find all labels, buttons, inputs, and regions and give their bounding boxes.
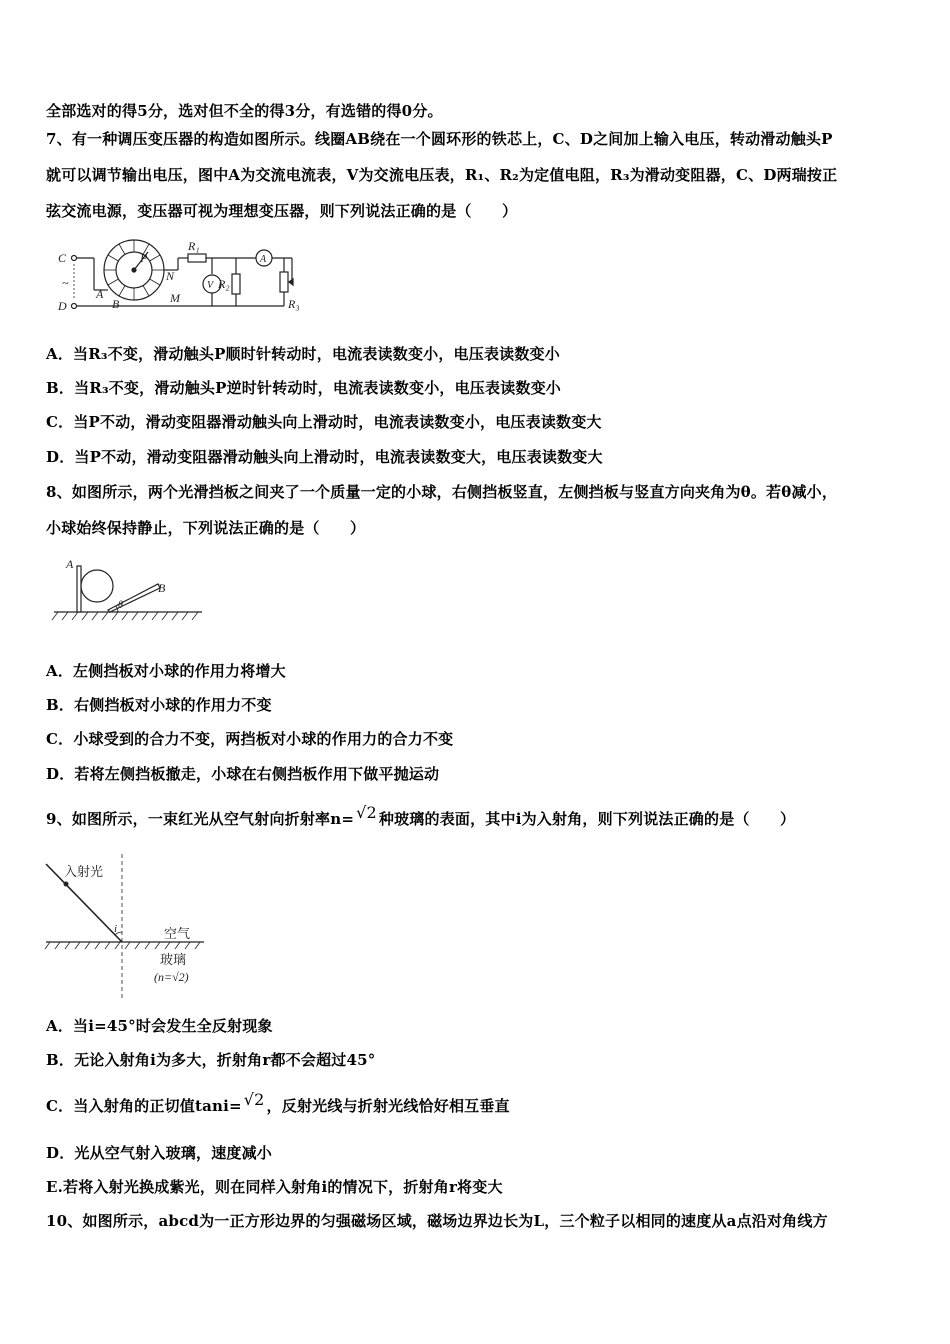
q9-stem-line <box>46 803 796 829</box>
q7-option-b: B．当R₃不变，滑动触头P逆时针转动时，电流表读数变小，电压表读数变小 <box>46 379 561 397</box>
q8-label-A: A <box>66 557 74 571</box>
q9-option-d: D．光从空气射入玻璃，速度减小 <box>46 1144 273 1162</box>
q7-label-N: N <box>166 269 175 283</box>
q7-label-P: P <box>140 251 148 265</box>
q7-label-tilde: ~ <box>62 276 69 290</box>
q7-transformer-figure <box>52 232 312 318</box>
q8-stem-line-1: 8、如图所示，两个光滑挡板之间夹了一个质量一定的小球，右侧挡板竖直，左侧挡板与竖直方向夹角为θ。若θ减小， <box>46 483 838 501</box>
intro-line: 全部选对的得5分，选对但不全的得3分，有选错的得0分。 <box>46 102 443 120</box>
q7-option-a: A．当R₃不变，滑动触头P顺时针转动时，电流表读数变小，电压表读数变小 <box>46 345 560 363</box>
q7-label-R3: R₃ <box>288 297 300 311</box>
q9-label-i: i <box>114 923 118 935</box>
q8-option-d: D．若将左侧挡板撤走，小球在右侧挡板作用下做平抛运动 <box>46 765 440 783</box>
q7-label-C: C <box>58 251 67 265</box>
q9-option-c-before: C．当入射角的正切值tani= <box>46 1097 242 1115</box>
q9-option-b: B．无论入射角i为多大，折射角r都不会超过45° <box>46 1051 376 1069</box>
q7-option-c: C．当P不动，滑动变阻器滑动触头向上滑动时，电流表读数变小，电压表读数变大 <box>46 413 602 431</box>
q7-label-R2: R₂ <box>218 277 230 291</box>
q7-label-R1: R₁ <box>188 239 200 253</box>
q8-option-a: A．左侧挡板对小球的作用力将增大 <box>46 662 286 680</box>
q9-refraction-figure <box>42 852 212 1002</box>
q7-stem-line-1: 7、有一种调压变压器的构造如图所示。线圈AB绕在一个圆环形的铁芯上，C、D之间加上输入电压，转动滑动触头P <box>46 130 833 148</box>
q9-option-e: E.若将入射光换成紫光，则在同样入射角i的情况下，折射角r将变大 <box>46 1178 503 1196</box>
q8-stem-line-2: 小球始终保持静止，下列说法正确的是（ ） <box>46 519 366 537</box>
q8-option-b: B．右侧挡板对小球的作用力不变 <box>46 696 272 714</box>
q7-label-A: A <box>96 287 104 301</box>
q8-ball-figure <box>50 554 210 624</box>
q9-label-incident: 入射光 <box>64 864 104 879</box>
q9-option-c-sqrt2: √2 <box>243 1090 265 1109</box>
q9-label-air: 空气 <box>164 926 191 941</box>
q9-sqrt2: √2 <box>356 803 377 822</box>
q9-stem-before: 9、如图所示，一束红光从空气射向折射率n= <box>46 810 355 828</box>
q9-stem-after: 种玻璃的表面，其中i为入射角，则下列说法正确的是（ ） <box>378 810 796 828</box>
q9-option-c-after: ，反射光线与折射光线恰好相互垂直 <box>266 1097 510 1115</box>
q8-label-theta: θ <box>118 600 123 611</box>
q8-label-B: B <box>158 581 166 595</box>
q8-option-c: C．小球受到的合力不变，两挡板对小球的作用力的合力不变 <box>46 730 454 748</box>
q7-label-B: B <box>112 297 120 311</box>
q7-label-ammeter: A <box>260 254 267 265</box>
q9-label-n: (n=√2) <box>154 970 189 984</box>
q9-option-a: A．当i=45°时会发生全反射现象 <box>46 1017 273 1035</box>
q9-label-glass: 玻璃 <box>160 952 187 967</box>
q7-label-M: M <box>170 291 180 305</box>
q10-stem-line-1: 10、如图所示，abcd为一正方形边界的匀强磁场区域，磁场边界边长为L，三个粒子以相同的速度从a点沿对角线方 <box>46 1212 828 1230</box>
q7-stem-line-3: 弦交流电源，变压器可视为理想变压器，则下列说法正确的是（ ） <box>46 202 518 220</box>
q7-option-d: D．当P不动，滑动变阻器滑动触头向上滑动时，电流表读数变大，电压表读数变大 <box>46 448 603 466</box>
q7-label-V: V <box>207 280 214 291</box>
q9-option-c <box>46 1090 510 1116</box>
q7-stem-line-2: 就可以调节输出电压，图中A为交流电流表，V为交流电压表，R₁、R₂为定值电阻，R₃为滑动变阻器，C、D两瑞按正 <box>46 166 838 184</box>
q7-label-D: D <box>58 299 67 313</box>
